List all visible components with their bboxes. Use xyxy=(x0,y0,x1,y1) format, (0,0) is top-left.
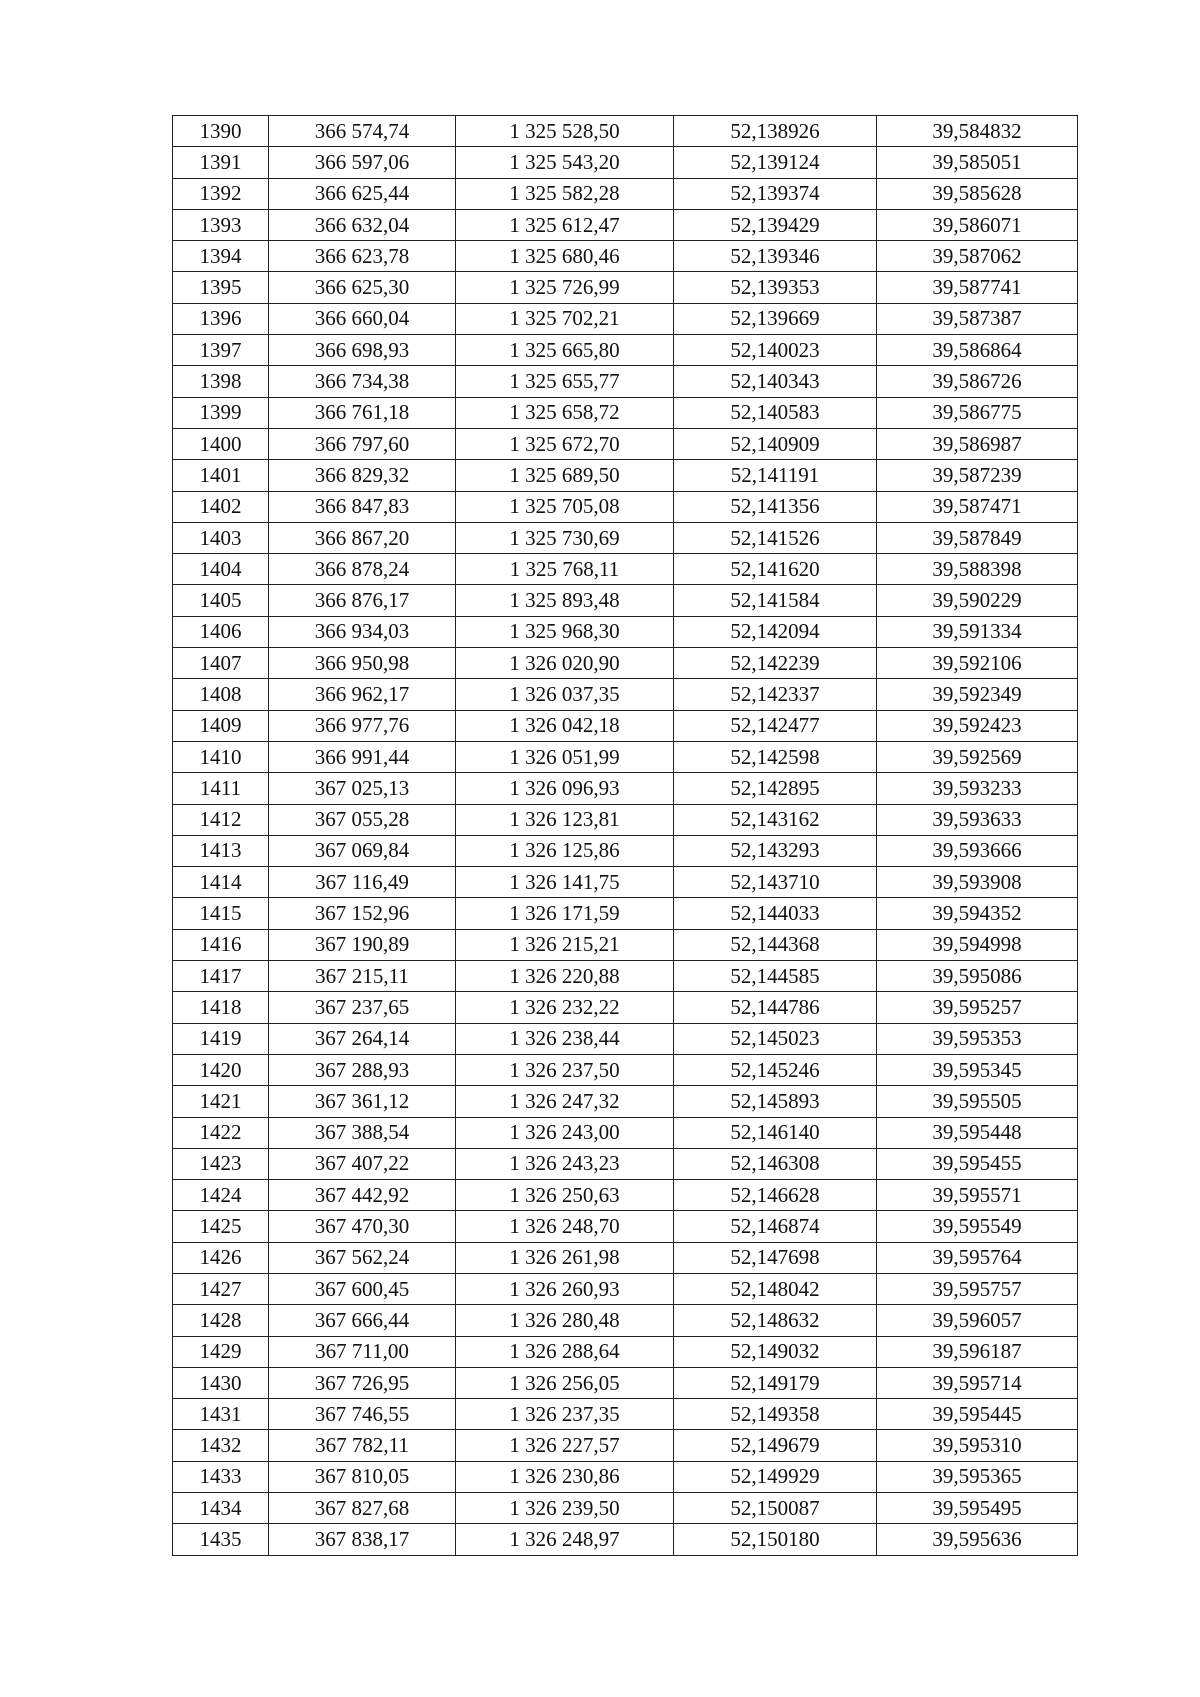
longitude-cell: 39,586071 xyxy=(877,209,1078,240)
longitude-cell: 39,595757 xyxy=(877,1273,1078,1304)
x-coordinate-cell: 366 574,74 xyxy=(269,116,456,147)
longitude-cell: 39,596187 xyxy=(877,1336,1078,1367)
point-number-cell: 1392 xyxy=(173,178,269,209)
x-coordinate-cell: 367 810,05 xyxy=(269,1461,456,1492)
point-number-cell: 1431 xyxy=(173,1399,269,1430)
table-row xyxy=(173,773,1078,804)
longitude-cell: 39,595257 xyxy=(877,992,1078,1023)
table-row xyxy=(173,585,1078,616)
point-number-cell: 1412 xyxy=(173,804,269,835)
table-row xyxy=(173,992,1078,1023)
latitude-cell: 52,149929 xyxy=(674,1461,877,1492)
y-coordinate-cell: 1 326 141,75 xyxy=(456,867,674,898)
point-number-cell: 1409 xyxy=(173,710,269,741)
x-coordinate-cell: 366 632,04 xyxy=(269,209,456,240)
table-row xyxy=(173,366,1078,397)
latitude-cell: 52,142337 xyxy=(674,679,877,710)
x-coordinate-cell: 367 190,89 xyxy=(269,929,456,960)
y-coordinate-cell: 1 325 680,46 xyxy=(456,241,674,272)
y-coordinate-cell: 1 326 243,00 xyxy=(456,1117,674,1148)
point-number-cell: 1401 xyxy=(173,460,269,491)
point-number-cell: 1395 xyxy=(173,272,269,303)
point-number-cell: 1402 xyxy=(173,491,269,522)
point-number-cell: 1427 xyxy=(173,1273,269,1304)
latitude-cell: 52,140343 xyxy=(674,366,877,397)
y-coordinate-cell: 1 325 582,28 xyxy=(456,178,674,209)
point-number-cell: 1423 xyxy=(173,1148,269,1179)
y-coordinate-cell: 1 325 893,48 xyxy=(456,585,674,616)
table-row xyxy=(173,961,1078,992)
y-coordinate-cell: 1 326 250,63 xyxy=(456,1180,674,1211)
latitude-cell: 52,145023 xyxy=(674,1023,877,1054)
table-row xyxy=(173,1023,1078,1054)
longitude-cell: 39,592106 xyxy=(877,648,1078,679)
table-row xyxy=(173,1367,1078,1398)
x-coordinate-cell: 366 977,76 xyxy=(269,710,456,741)
coordinates-table-body xyxy=(173,116,1078,1556)
x-coordinate-cell: 367 562,24 xyxy=(269,1242,456,1273)
longitude-cell: 39,595345 xyxy=(877,1054,1078,1085)
y-coordinate-cell: 1 326 123,81 xyxy=(456,804,674,835)
longitude-cell: 39,595086 xyxy=(877,961,1078,992)
x-coordinate-cell: 367 782,11 xyxy=(269,1430,456,1461)
longitude-cell: 39,585051 xyxy=(877,147,1078,178)
x-coordinate-cell: 367 361,12 xyxy=(269,1086,456,1117)
y-coordinate-cell: 1 326 125,86 xyxy=(456,835,674,866)
point-number-cell: 1420 xyxy=(173,1054,269,1085)
latitude-cell: 52,141620 xyxy=(674,554,877,585)
y-coordinate-cell: 1 326 261,98 xyxy=(456,1242,674,1273)
y-coordinate-cell: 1 325 658,72 xyxy=(456,397,674,428)
x-coordinate-cell: 366 623,78 xyxy=(269,241,456,272)
x-coordinate-cell: 366 962,17 xyxy=(269,679,456,710)
longitude-cell: 39,595455 xyxy=(877,1148,1078,1179)
longitude-cell: 39,586775 xyxy=(877,397,1078,428)
longitude-cell: 39,586726 xyxy=(877,366,1078,397)
table-row xyxy=(173,648,1078,679)
longitude-cell: 39,595714 xyxy=(877,1367,1078,1398)
table-row xyxy=(173,835,1078,866)
latitude-cell: 52,142598 xyxy=(674,741,877,772)
table-row xyxy=(173,1493,1078,1524)
point-number-cell: 1417 xyxy=(173,961,269,992)
y-coordinate-cell: 1 325 655,77 xyxy=(456,366,674,397)
longitude-cell: 39,595445 xyxy=(877,1399,1078,1430)
table-row xyxy=(173,1430,1078,1461)
latitude-cell: 52,141584 xyxy=(674,585,877,616)
table-row xyxy=(173,867,1078,898)
table-row xyxy=(173,1054,1078,1085)
point-number-cell: 1435 xyxy=(173,1524,269,1555)
latitude-cell: 52,138926 xyxy=(674,116,877,147)
y-coordinate-cell: 1 326 280,48 xyxy=(456,1305,674,1336)
x-coordinate-cell: 366 761,18 xyxy=(269,397,456,428)
latitude-cell: 52,142895 xyxy=(674,773,877,804)
longitude-cell: 39,596057 xyxy=(877,1305,1078,1336)
y-coordinate-cell: 1 325 528,50 xyxy=(456,116,674,147)
y-coordinate-cell: 1 326 227,57 xyxy=(456,1430,674,1461)
longitude-cell: 39,595353 xyxy=(877,1023,1078,1054)
table-row xyxy=(173,804,1078,835)
latitude-cell: 52,140909 xyxy=(674,428,877,459)
x-coordinate-cell: 367 407,22 xyxy=(269,1148,456,1179)
longitude-cell: 39,595495 xyxy=(877,1493,1078,1524)
x-coordinate-cell: 366 867,20 xyxy=(269,522,456,553)
point-number-cell: 1419 xyxy=(173,1023,269,1054)
y-coordinate-cell: 1 326 020,90 xyxy=(456,648,674,679)
latitude-cell: 52,144786 xyxy=(674,992,877,1023)
table-row xyxy=(173,741,1078,772)
point-number-cell: 1421 xyxy=(173,1086,269,1117)
longitude-cell: 39,585628 xyxy=(877,178,1078,209)
x-coordinate-cell: 366 991,44 xyxy=(269,741,456,772)
x-coordinate-cell: 367 215,11 xyxy=(269,961,456,992)
y-coordinate-cell: 1 325 672,70 xyxy=(456,428,674,459)
point-number-cell: 1414 xyxy=(173,867,269,898)
table-row xyxy=(173,272,1078,303)
x-coordinate-cell: 367 264,14 xyxy=(269,1023,456,1054)
y-coordinate-cell: 1 326 248,70 xyxy=(456,1211,674,1242)
y-coordinate-cell: 1 325 726,99 xyxy=(456,272,674,303)
point-number-cell: 1405 xyxy=(173,585,269,616)
latitude-cell: 52,144585 xyxy=(674,961,877,992)
table-row xyxy=(173,1211,1078,1242)
longitude-cell: 39,587849 xyxy=(877,522,1078,553)
table-row xyxy=(173,460,1078,491)
table-row xyxy=(173,679,1078,710)
x-coordinate-cell: 367 470,30 xyxy=(269,1211,456,1242)
longitude-cell: 39,595571 xyxy=(877,1180,1078,1211)
point-number-cell: 1394 xyxy=(173,241,269,272)
latitude-cell: 52,150087 xyxy=(674,1493,877,1524)
table-row xyxy=(173,178,1078,209)
table-row xyxy=(173,335,1078,366)
longitude-cell: 39,584832 xyxy=(877,116,1078,147)
point-number-cell: 1408 xyxy=(173,679,269,710)
point-number-cell: 1393 xyxy=(173,209,269,240)
x-coordinate-cell: 366 625,44 xyxy=(269,178,456,209)
point-number-cell: 1390 xyxy=(173,116,269,147)
y-coordinate-cell: 1 326 042,18 xyxy=(456,710,674,741)
y-coordinate-cell: 1 325 665,80 xyxy=(456,335,674,366)
point-number-cell: 1415 xyxy=(173,898,269,929)
longitude-cell: 39,593233 xyxy=(877,773,1078,804)
y-coordinate-cell: 1 325 543,20 xyxy=(456,147,674,178)
coordinates-table xyxy=(172,115,1078,1556)
point-number-cell: 1411 xyxy=(173,773,269,804)
y-coordinate-cell: 1 326 215,21 xyxy=(456,929,674,960)
x-coordinate-cell: 367 746,55 xyxy=(269,1399,456,1430)
table-row xyxy=(173,1180,1078,1211)
latitude-cell: 52,150180 xyxy=(674,1524,877,1555)
x-coordinate-cell: 366 876,17 xyxy=(269,585,456,616)
x-coordinate-cell: 366 734,38 xyxy=(269,366,456,397)
x-coordinate-cell: 367 237,65 xyxy=(269,992,456,1023)
x-coordinate-cell: 366 625,30 xyxy=(269,272,456,303)
x-coordinate-cell: 367 666,44 xyxy=(269,1305,456,1336)
x-coordinate-cell: 366 797,60 xyxy=(269,428,456,459)
table-row xyxy=(173,1273,1078,1304)
y-coordinate-cell: 1 326 239,50 xyxy=(456,1493,674,1524)
y-coordinate-cell: 1 326 237,35 xyxy=(456,1399,674,1430)
table-row xyxy=(173,303,1078,334)
longitude-cell: 39,593666 xyxy=(877,835,1078,866)
point-number-cell: 1413 xyxy=(173,835,269,866)
longitude-cell: 39,592569 xyxy=(877,741,1078,772)
longitude-cell: 39,587239 xyxy=(877,460,1078,491)
latitude-cell: 52,141191 xyxy=(674,460,877,491)
table-row xyxy=(173,1242,1078,1273)
table-row xyxy=(173,898,1078,929)
longitude-cell: 39,595549 xyxy=(877,1211,1078,1242)
longitude-cell: 39,593633 xyxy=(877,804,1078,835)
table-row xyxy=(173,1399,1078,1430)
table-row xyxy=(173,1305,1078,1336)
table-row xyxy=(173,1148,1078,1179)
point-number-cell: 1429 xyxy=(173,1336,269,1367)
x-coordinate-cell: 366 847,83 xyxy=(269,491,456,522)
table-row xyxy=(173,209,1078,240)
point-number-cell: 1410 xyxy=(173,741,269,772)
latitude-cell: 52,149179 xyxy=(674,1367,877,1398)
y-coordinate-cell: 1 326 260,93 xyxy=(456,1273,674,1304)
latitude-cell: 52,143710 xyxy=(674,867,877,898)
table-row xyxy=(173,397,1078,428)
latitude-cell: 52,146874 xyxy=(674,1211,877,1242)
table-row xyxy=(173,1336,1078,1367)
longitude-cell: 39,595764 xyxy=(877,1242,1078,1273)
latitude-cell: 52,142477 xyxy=(674,710,877,741)
table-row xyxy=(173,147,1078,178)
longitude-cell: 39,587741 xyxy=(877,272,1078,303)
point-number-cell: 1396 xyxy=(173,303,269,334)
x-coordinate-cell: 367 442,92 xyxy=(269,1180,456,1211)
y-coordinate-cell: 1 325 968,30 xyxy=(456,616,674,647)
y-coordinate-cell: 1 326 256,05 xyxy=(456,1367,674,1398)
longitude-cell: 39,593908 xyxy=(877,867,1078,898)
point-number-cell: 1433 xyxy=(173,1461,269,1492)
point-number-cell: 1403 xyxy=(173,522,269,553)
longitude-cell: 39,592349 xyxy=(877,679,1078,710)
longitude-cell: 39,595310 xyxy=(877,1430,1078,1461)
latitude-cell: 52,139669 xyxy=(674,303,877,334)
latitude-cell: 52,145893 xyxy=(674,1086,877,1117)
latitude-cell: 52,144033 xyxy=(674,898,877,929)
latitude-cell: 52,146628 xyxy=(674,1180,877,1211)
x-coordinate-cell: 367 711,00 xyxy=(269,1336,456,1367)
y-coordinate-cell: 1 326 230,86 xyxy=(456,1461,674,1492)
longitude-cell: 39,592423 xyxy=(877,710,1078,741)
latitude-cell: 52,139353 xyxy=(674,272,877,303)
longitude-cell: 39,591334 xyxy=(877,616,1078,647)
x-coordinate-cell: 366 934,03 xyxy=(269,616,456,647)
longitude-cell: 39,587471 xyxy=(877,491,1078,522)
latitude-cell: 52,139346 xyxy=(674,241,877,272)
y-coordinate-cell: 1 325 730,69 xyxy=(456,522,674,553)
y-coordinate-cell: 1 325 705,08 xyxy=(456,491,674,522)
table-row xyxy=(173,116,1078,147)
point-number-cell: 1432 xyxy=(173,1430,269,1461)
latitude-cell: 52,139374 xyxy=(674,178,877,209)
longitude-cell: 39,595365 xyxy=(877,1461,1078,1492)
point-number-cell: 1434 xyxy=(173,1493,269,1524)
latitude-cell: 52,139429 xyxy=(674,209,877,240)
table-row xyxy=(173,1524,1078,1555)
point-number-cell: 1416 xyxy=(173,929,269,960)
x-coordinate-cell: 367 388,54 xyxy=(269,1117,456,1148)
point-number-cell: 1397 xyxy=(173,335,269,366)
point-number-cell: 1398 xyxy=(173,366,269,397)
point-number-cell: 1404 xyxy=(173,554,269,585)
latitude-cell: 52,147698 xyxy=(674,1242,877,1273)
x-coordinate-cell: 366 829,32 xyxy=(269,460,456,491)
latitude-cell: 52,141526 xyxy=(674,522,877,553)
point-number-cell: 1400 xyxy=(173,428,269,459)
point-number-cell: 1426 xyxy=(173,1242,269,1273)
x-coordinate-cell: 366 698,93 xyxy=(269,335,456,366)
y-coordinate-cell: 1 326 288,64 xyxy=(456,1336,674,1367)
x-coordinate-cell: 367 116,49 xyxy=(269,867,456,898)
longitude-cell: 39,594352 xyxy=(877,898,1078,929)
table-row xyxy=(173,1086,1078,1117)
table-row xyxy=(173,929,1078,960)
x-coordinate-cell: 367 726,95 xyxy=(269,1367,456,1398)
longitude-cell: 39,595505 xyxy=(877,1086,1078,1117)
y-coordinate-cell: 1 326 220,88 xyxy=(456,961,674,992)
point-number-cell: 1399 xyxy=(173,397,269,428)
y-coordinate-cell: 1 326 051,99 xyxy=(456,741,674,772)
x-coordinate-cell: 367 827,68 xyxy=(269,1493,456,1524)
table-row xyxy=(173,241,1078,272)
y-coordinate-cell: 1 326 232,22 xyxy=(456,992,674,1023)
point-number-cell: 1391 xyxy=(173,147,269,178)
table-row xyxy=(173,1461,1078,1492)
x-coordinate-cell: 367 069,84 xyxy=(269,835,456,866)
latitude-cell: 52,141356 xyxy=(674,491,877,522)
latitude-cell: 52,143293 xyxy=(674,835,877,866)
point-number-cell: 1424 xyxy=(173,1180,269,1211)
y-coordinate-cell: 1 326 171,59 xyxy=(456,898,674,929)
table-row xyxy=(173,428,1078,459)
y-coordinate-cell: 1 326 243,23 xyxy=(456,1148,674,1179)
latitude-cell: 52,145246 xyxy=(674,1054,877,1085)
y-coordinate-cell: 1 326 237,50 xyxy=(456,1054,674,1085)
x-coordinate-cell: 367 055,28 xyxy=(269,804,456,835)
latitude-cell: 52,140583 xyxy=(674,397,877,428)
latitude-cell: 52,142094 xyxy=(674,616,877,647)
x-coordinate-cell: 366 950,98 xyxy=(269,648,456,679)
latitude-cell: 52,148632 xyxy=(674,1305,877,1336)
longitude-cell: 39,587062 xyxy=(877,241,1078,272)
point-number-cell: 1428 xyxy=(173,1305,269,1336)
table-row xyxy=(173,522,1078,553)
y-coordinate-cell: 1 325 689,50 xyxy=(456,460,674,491)
x-coordinate-cell: 366 597,06 xyxy=(269,147,456,178)
latitude-cell: 52,139124 xyxy=(674,147,877,178)
latitude-cell: 52,143162 xyxy=(674,804,877,835)
x-coordinate-cell: 367 152,96 xyxy=(269,898,456,929)
longitude-cell: 39,588398 xyxy=(877,554,1078,585)
point-number-cell: 1407 xyxy=(173,648,269,679)
y-coordinate-cell: 1 326 248,97 xyxy=(456,1524,674,1555)
longitude-cell: 39,590229 xyxy=(877,585,1078,616)
x-coordinate-cell: 367 600,45 xyxy=(269,1273,456,1304)
latitude-cell: 52,149679 xyxy=(674,1430,877,1461)
longitude-cell: 39,595448 xyxy=(877,1117,1078,1148)
y-coordinate-cell: 1 326 247,32 xyxy=(456,1086,674,1117)
y-coordinate-cell: 1 326 096,93 xyxy=(456,773,674,804)
y-coordinate-cell: 1 325 612,47 xyxy=(456,209,674,240)
latitude-cell: 52,140023 xyxy=(674,335,877,366)
longitude-cell: 39,586987 xyxy=(877,428,1078,459)
latitude-cell: 52,144368 xyxy=(674,929,877,960)
point-number-cell: 1425 xyxy=(173,1211,269,1242)
latitude-cell: 52,148042 xyxy=(674,1273,877,1304)
longitude-cell: 39,587387 xyxy=(877,303,1078,334)
x-coordinate-cell: 367 288,93 xyxy=(269,1054,456,1085)
longitude-cell: 39,586864 xyxy=(877,335,1078,366)
latitude-cell: 52,149032 xyxy=(674,1336,877,1367)
point-number-cell: 1430 xyxy=(173,1367,269,1398)
x-coordinate-cell: 367 838,17 xyxy=(269,1524,456,1555)
table-row xyxy=(173,491,1078,522)
y-coordinate-cell: 1 325 702,21 xyxy=(456,303,674,334)
table-row xyxy=(173,554,1078,585)
y-coordinate-cell: 1 326 037,35 xyxy=(456,679,674,710)
table-row xyxy=(173,1117,1078,1148)
table-row xyxy=(173,710,1078,741)
x-coordinate-cell: 367 025,13 xyxy=(269,773,456,804)
x-coordinate-cell: 366 660,04 xyxy=(269,303,456,334)
y-coordinate-cell: 1 326 238,44 xyxy=(456,1023,674,1054)
point-number-cell: 1422 xyxy=(173,1117,269,1148)
x-coordinate-cell: 366 878,24 xyxy=(269,554,456,585)
latitude-cell: 52,149358 xyxy=(674,1399,877,1430)
table-row xyxy=(173,616,1078,647)
latitude-cell: 52,142239 xyxy=(674,648,877,679)
latitude-cell: 52,146140 xyxy=(674,1117,877,1148)
y-coordinate-cell: 1 325 768,11 xyxy=(456,554,674,585)
point-number-cell: 1406 xyxy=(173,616,269,647)
latitude-cell: 52,146308 xyxy=(674,1148,877,1179)
longitude-cell: 39,594998 xyxy=(877,929,1078,960)
longitude-cell: 39,595636 xyxy=(877,1524,1078,1555)
point-number-cell: 1418 xyxy=(173,992,269,1023)
